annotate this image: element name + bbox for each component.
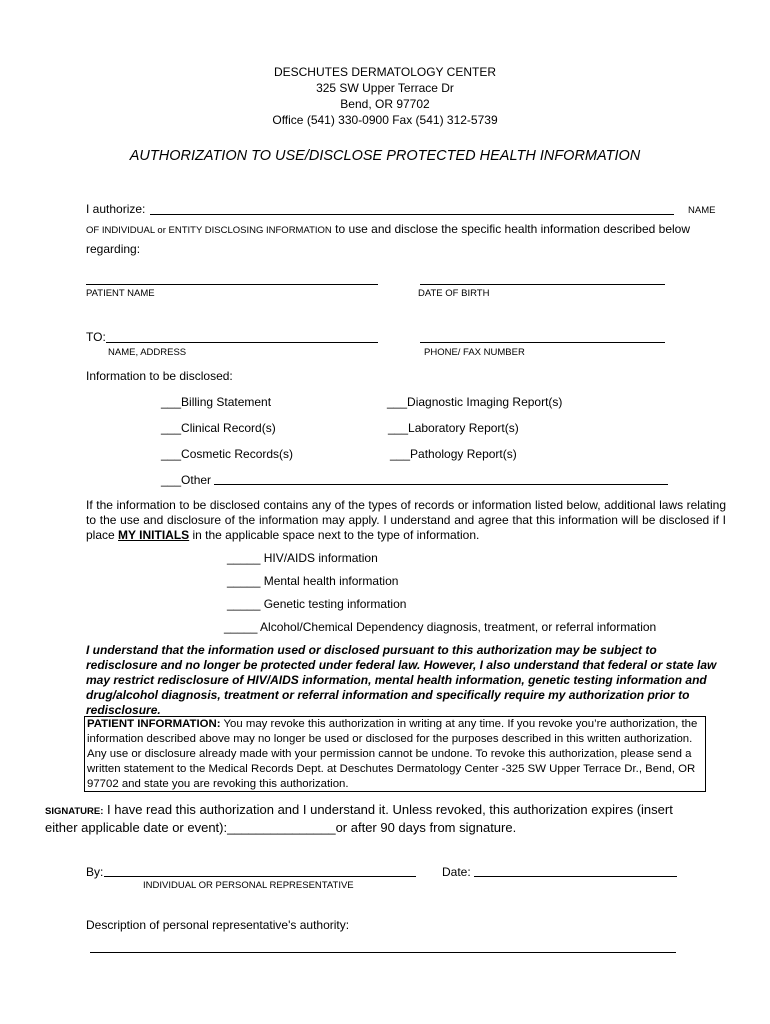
patient-name-field[interactable] xyxy=(86,284,378,285)
other-option[interactable]: ___Other xyxy=(161,473,212,487)
recipient-phone-fax-field[interactable] xyxy=(420,342,665,343)
alcohol-dependency-initials[interactable]: _____ Alcohol/Chemical Dependency diagnosis, treatment, or referral information xyxy=(224,620,657,634)
org-address: 325 SW Upper Terrace Dr xyxy=(316,81,454,95)
representative-authority-field[interactable] xyxy=(90,952,676,953)
signature-statement: SIGNATURE: I have read this authorization and I understand it. Unless revoked, this authorization expires (insert xyxy=(45,802,673,817)
authorize-name-field[interactable] xyxy=(150,214,674,215)
of-individual-label: OF INDIVIDUAL or ENTITY DISCLOSING INFORMATION xyxy=(86,225,332,236)
form-title: AUTHORIZATION TO USE/DISCLOSE PROTECTED HEALTH INFORMATION xyxy=(129,148,641,164)
date-label: Date: xyxy=(442,865,471,879)
my-initials-text: MY INITIALS xyxy=(118,528,190,542)
name-label: NAME xyxy=(688,205,716,216)
signature-label: SIGNATURE: xyxy=(45,806,104,817)
cosmetic-records-option[interactable]: ___Cosmetic Records(s) xyxy=(161,447,294,461)
regarding-label: regarding: xyxy=(86,242,141,256)
purpose-text: to use and disclose the specific health information described below xyxy=(331,222,691,236)
representative-authority-label: Description of personal representative's authority: xyxy=(86,918,350,932)
dob-label: DATE OF BIRTH xyxy=(418,288,490,299)
signature-date-field[interactable] xyxy=(474,876,677,877)
billing-statement-option[interactable]: ___Billing Statement xyxy=(161,395,272,409)
genetic-testing-initials[interactable]: _____ Genetic testing information xyxy=(227,597,407,611)
laboratory-report-option[interactable]: ___Laboratory Report(s) xyxy=(388,421,519,435)
clinical-record-option[interactable]: ___Clinical Record(s) xyxy=(161,421,276,435)
authorize-line2 xyxy=(86,222,690,236)
hiv-aids-initials[interactable]: _____ HIV/AIDS information xyxy=(227,551,378,565)
redisclosure-warning: I understand that the information used or disclosed pursuant to this authorization may be subject to redisclosure and no longer be protected under federal law. However, I also understand that federal or state law may restrict redisclosure of HIV/AIDS information, mental health information, genetic testing information and drug/alcohol diagnosis, treatment or referral information and specifically require my authorization prior to redisclosure. xyxy=(86,643,717,717)
to-label: TO: xyxy=(86,330,106,344)
name-address-label: NAME, ADDRESS xyxy=(108,347,187,358)
other-specify-field[interactable] xyxy=(214,484,668,485)
org-city: Bend, OR 97702 xyxy=(340,97,430,111)
date-of-birth-field[interactable] xyxy=(420,284,665,285)
patient-information-box xyxy=(84,716,706,792)
expiration-statement: either applicable date or event):_______________or after 90 days from signature. xyxy=(45,820,517,835)
diagnostic-imaging-option[interactable]: ___Diagnostic Imaging Report(s) xyxy=(387,395,563,409)
representative-label: INDIVIDUAL OR PERSONAL REPRESENTATIVE xyxy=(143,880,354,891)
info-disclosed-label: Information to be disclosed: xyxy=(86,369,233,383)
mental-health-initials[interactable]: _____ Mental health information xyxy=(227,574,399,588)
patient-name-label: PATIENT NAME xyxy=(86,288,155,299)
phone-fax-label: PHONE/ FAX NUMBER xyxy=(424,347,525,358)
pathology-report-option[interactable]: ___Pathology Report(s) xyxy=(390,447,517,461)
patient-info-text: You may revoke this authorization in writing at any time. If you revoke you’re authorization, the information described above may no longer be used or disclosed for the purposes described in this written authorization. Any use or disclosure already made with your permission cannot be undone. To revoke this authorization, please send a written statement to the Medical Records Dept. at Deschutes Dermatology Center -325 SW Upper Terrace Dr., Bend, OR 97702 and state you are revoking this authorization. xyxy=(87,718,698,790)
patient-info-label: PATIENT INFORMATION: xyxy=(87,718,221,730)
additional-laws-paragraph: If the information to be disclosed contains any of the types of records or information listed below, additional laws relating to the use and disclosure of the information may apply. I understand and agree that this information will be disclosed if I place MY INITIALS in the applicable space next to the type of information. xyxy=(86,498,726,542)
org-name: DESCHUTES DERMATOLOGY CENTER xyxy=(273,65,497,79)
signature-field[interactable] xyxy=(104,876,416,877)
recipient-name-address-field[interactable] xyxy=(106,342,378,343)
by-label: By: xyxy=(86,865,104,879)
authorize-label: I authorize: xyxy=(86,202,146,216)
org-contact: Office (541) 330-0900 Fax (541) 312-5739 xyxy=(272,113,498,127)
